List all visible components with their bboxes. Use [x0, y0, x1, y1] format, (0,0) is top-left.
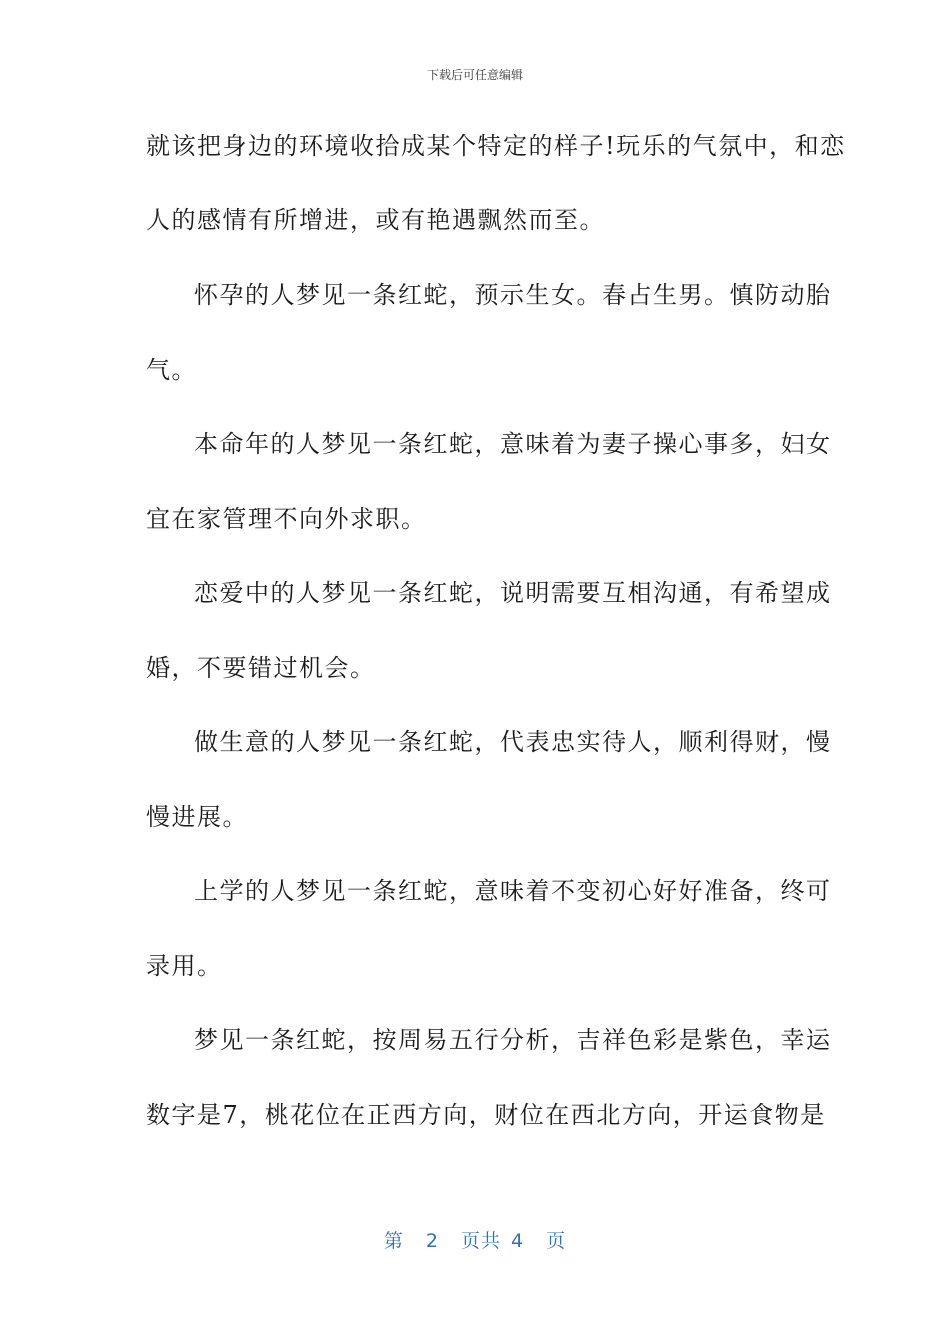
footer-middle: 页共: [460, 1230, 501, 1252]
paragraph-start-line: 梦见一条红蛇，按周易五行分析，吉祥色彩是紫色，幸运: [194, 1026, 832, 1054]
text-line: 录用。: [146, 952, 223, 980]
footer-total-pages: 4: [511, 1230, 525, 1252]
footer-suffix: 页: [546, 1230, 567, 1252]
paragraph-start-line: 怀孕的人梦见一条红蛇，预示生女。春占生男。慎防动胎: [194, 281, 832, 309]
text-line: 就该把身边的环境收拾成某个特定的样子!玩乐的气氛中，和恋: [146, 132, 846, 160]
paragraph-start-line: 做生意的人梦见一条红蛇，代表忠实待人，顺利得财，慢: [194, 728, 832, 756]
paragraph-start-line: 上学的人梦见一条红蛇，意味着不变初心好好准备，终可: [194, 877, 832, 905]
text-line: 人的感情有所增进，或有艳遇飘然而至。: [146, 206, 605, 234]
text-line: 婚，不要错过机会。: [146, 654, 376, 682]
text-line: 宜在家管理不向外求职。: [146, 505, 427, 533]
footer-prefix: 第: [383, 1230, 404, 1252]
text-line: 数字是7，桃花位在正西方向，财位在西北方向，开运食物是: [146, 1101, 826, 1129]
paragraph-start-line: 本命年的人梦见一条红蛇，意味着为妻子操心事多，妇女: [194, 430, 832, 458]
page-header: 下载后可任意编辑: [426, 68, 523, 82]
footer-page-number: 2: [425, 1230, 439, 1252]
page-footer: [0, 1226, 950, 1253]
paragraph-start-line: 恋爱中的人梦见一条红蛇，说明需要互相沟通，有希望成: [194, 579, 832, 607]
text-line: 气。: [146, 356, 197, 384]
text-line: 慢进展。: [146, 803, 248, 831]
